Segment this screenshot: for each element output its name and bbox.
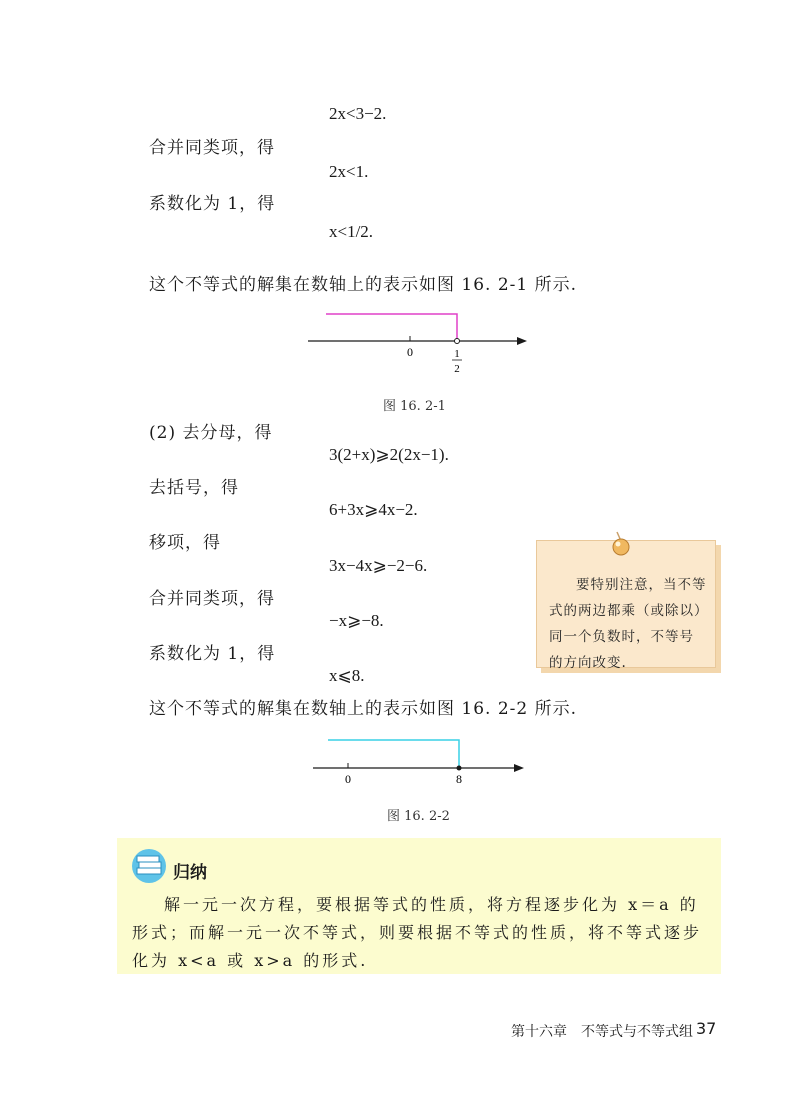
equation-transpose: 3x−4x⩾−2−6. (329, 556, 428, 575)
step-label-remove-brackets: 去括号，得 (149, 478, 239, 498)
footer-chapter: 第十六章 不等式与不等式组 (511, 1024, 693, 1040)
solution-sentence-2: 这个不等式的解集在数轴上的表示如图 16. 2-2 所示. (149, 699, 578, 719)
axis-arrow-1 (517, 337, 527, 345)
equation-2x-lt-3-minus-2: 2x<3−2. (329, 104, 387, 123)
summary-title: 归纳 (173, 863, 207, 883)
step-label-combine-2: 合并同类项，得 (149, 589, 275, 609)
equation-minus-x: −x⩾−8. (329, 611, 384, 630)
equation-2x-lt-1: 2x<1. (329, 162, 369, 181)
solution-ray-1 (326, 314, 457, 341)
solution-sentence-1: 这个不等式的解集在数轴上的表示如图 16. 2-1 所示. (149, 275, 578, 295)
figure-caption-1: 图 16. 2-1 (383, 399, 446, 414)
tick-label-zero-2: 0 (345, 772, 351, 786)
step-label-transpose: 移项，得 (149, 533, 221, 553)
side-note-card (536, 540, 716, 671)
step-label-coefficient-2: 系数化为 1，得 (149, 644, 276, 664)
step-label-remove-denominator: (2) 去分母，得 (149, 423, 273, 443)
number-line-figure-2 (305, 732, 535, 792)
books-icon (129, 848, 169, 884)
axis-arrow-2 (514, 764, 524, 772)
figure-caption-2: 图 16. 2-2 (387, 809, 450, 824)
step-label-coefficient: 系数化为 1，得 (149, 194, 276, 214)
equation-remove-brackets: 6+3x⩾4x−2. (329, 500, 418, 519)
step-label-combine: 合并同类项，得 (149, 138, 275, 158)
summary-box (117, 838, 721, 974)
equation-remove-denominator: 3(2+x)⩾2(2x−1). (329, 445, 449, 464)
equation-x-le-8: x⩽8. (329, 666, 365, 685)
tick-label-half-den: 2 (454, 363, 460, 375)
number-line-figure-1 (300, 305, 540, 385)
side-note-text: 要特别注意，当不等式的两边都乘（或除以）同一个负数时，不等号的方向改变. (549, 577, 707, 671)
closed-dot-eight (457, 766, 462, 771)
summary-text: 解一元一次方程，要根据等式的性质，将方程逐步化为 x＝a 的形式；而解一元一次不等式，则要根据不等式的性质，将不等式逐步化为 x<a 或 x>a 的形式. (132, 895, 703, 970)
tick-label-half-num: 1 (454, 348, 460, 360)
equation-x-lt-half: x<1/2. (329, 222, 374, 241)
tick-label-zero-1: 0 (407, 345, 413, 359)
footer-page-number: 37 (696, 1019, 717, 1038)
open-circle-half (455, 339, 460, 344)
tick-label-eight: 8 (456, 772, 462, 786)
pin-icon (609, 529, 633, 561)
